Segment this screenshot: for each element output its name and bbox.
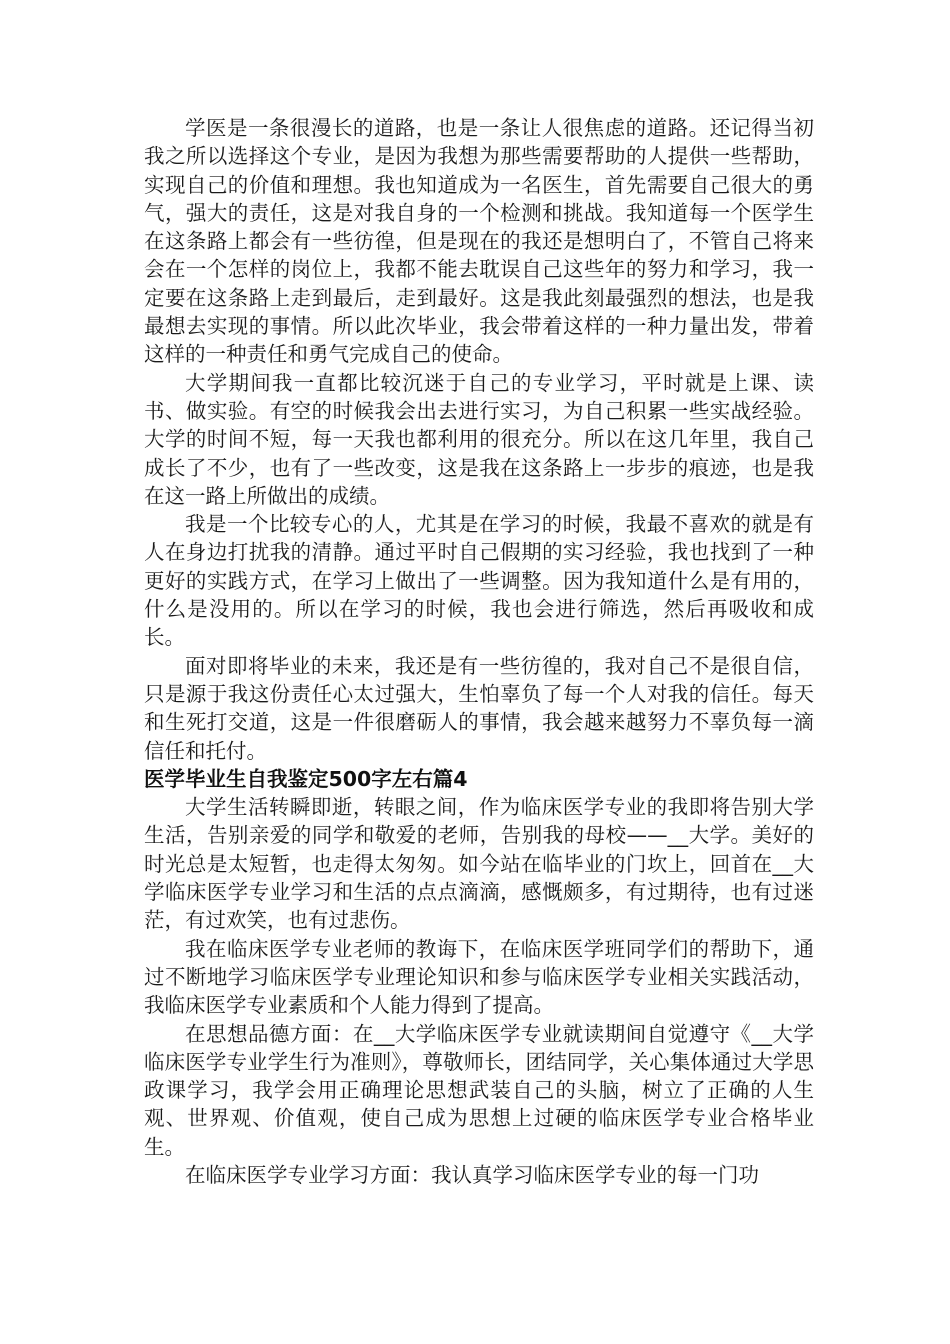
body-paragraph: 大学生活转瞬即逝，转眼之间，作为临床医学专业的我即将告别大学生活，告别亲爱的同学和敬爱的老师，告别我的母校——__大学。美好的时光总是太短暂，也走得太匆匆。如今站在临毕业的门坎上，回首在__大学临床医学专业学习和生活的点点滴滴，感慨颇多，有过期待，也有过迷茫，有过欢笑，也有过悲伤。 — [144, 795, 814, 933]
section-heading: 医学毕业生自我鉴定500字左右篇4 — [144, 766, 468, 791]
body-paragraph: 大学期间我一直都比较沉迷于自己的专业学习，平时就是上课、读书、做实验。有空的时候我会出去进行实习，为自己积累一些实战经验。大学的时间不短，每一天我也都利用的很充分。所以在这几年里，我自己成长了不少，也有了一些改变，这是我在这条路上一步步的痕迹，也是我在这一路上所做出的成绩。 — [144, 370, 814, 508]
body-paragraph: 面对即将毕业的未来，我还是有一些彷徨的，我对自己不是很自信，只是源于我这份责任心太过强大，生怕辜负了每一个人对我的信任。每天和生死打交道，这是一件很磨砺人的事情，我会越来越努力不辜负每一滴信任和托付。 — [144, 653, 814, 763]
body-paragraph: 我在临床医学专业老师的教诲下，在临床医学班同学们的帮助下，通过不断地学习临床医学专业理论知识和参与临床医学专业相关实践活动，我临床医学专业素质和个人能力得到了提高。 — [144, 936, 814, 1018]
body-paragraph: 我是一个比较专心的人，尤其是在学习的时候，我最不喜欢的就是有人在身边打扰我的清静。通过平时自己假期的实习经验，我也找到了一种更好的实践方式，在学习上做出了一些调整。因为我知道什么是有用的，什么是没用的。所以在学习的时候，我也会进行筛选，然后再吸收和成长。 — [144, 512, 814, 650]
body-paragraph: 在思想品德方面：在__大学临床医学专业就读期间自觉遵守《__大学临床医学专业学生行为准则》，尊敬师长，团结同学，关心集体通过大学思政课学习，我学会用正确理论思想武装自己的头脑，树立了正确的人生观、世界观、价值观，使自己成为思想上过硬的临床医学专业合格毕业生。 — [144, 1021, 814, 1159]
document-body — [144, 114, 814, 1189]
body-paragraph: 学医是一条很漫长的道路，也是一条让人很焦虑的道路。还记得当初我之所以选择这个专业，是因为我想为那些需要帮助的人提供一些帮助，实现自己的价值和理想。我也知道成为一名医生，首先需要自己很大的勇气，强大的责任，这是对我自身的一个检测和挑战。我知道每一个医学生在这条路上都会有一些彷徨，但是现在的我还是想明白了，不管自己将来会在一个怎样的岗位上，我都不能去耽误自己这些年的努力和学习，我一定要在这条路上走到最后，走到最好。这是我此刻最强烈的想法，也是我最想去实现的事情。所以此次毕业，我会带着这样的一种力量出发，带着这样的一种责任和勇气完成自己的使命。 — [144, 116, 814, 367]
body-paragraph: 在临床医学专业学习方面：我认真学习临床医学专业的每一门功 — [185, 1162, 759, 1187]
